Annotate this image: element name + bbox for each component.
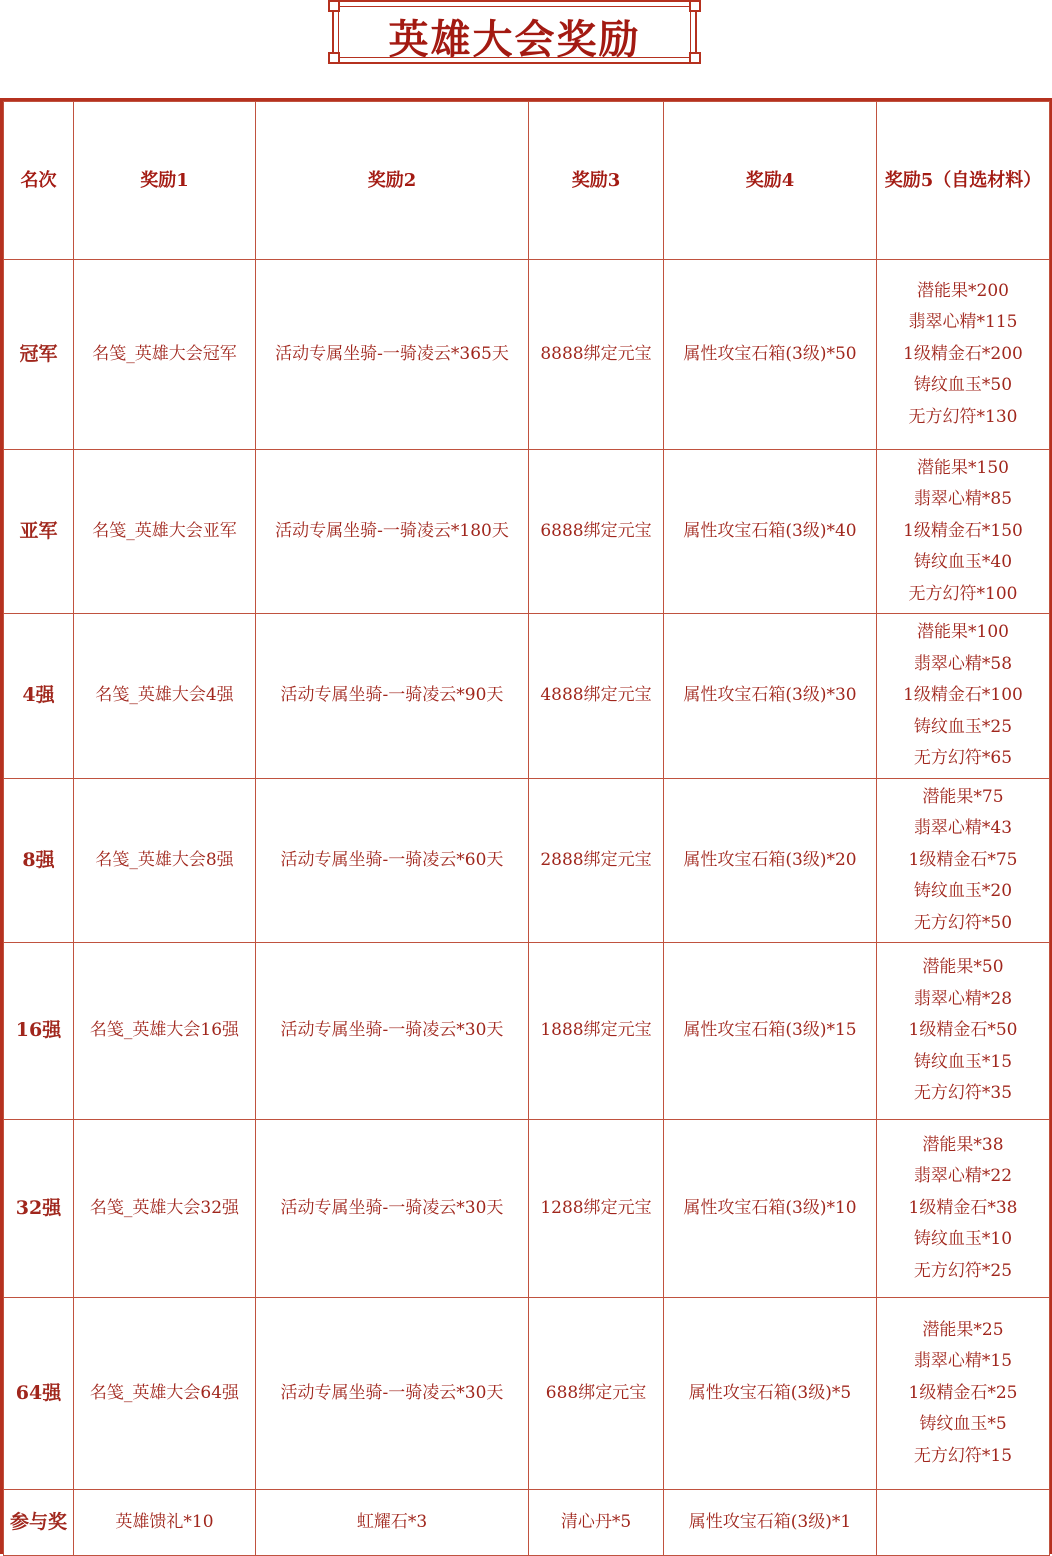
material-item: 无方幻符*65 xyxy=(913,748,1013,769)
material-item: 1级精金石*100 xyxy=(903,685,1023,706)
reward5-cell xyxy=(877,1298,1050,1490)
material-item: 翡翠心精*58 xyxy=(913,653,1013,674)
column-header: 奖励5（自选材料） xyxy=(877,102,1050,260)
material-item: 1级精金石*38 xyxy=(908,1197,1018,1218)
table-row xyxy=(4,614,1050,779)
reward3-cell: 1888绑定元宝 xyxy=(529,943,664,1120)
rank-cell: 16强 xyxy=(4,943,74,1120)
reward4-cell: 属性攻宝石箱(3级)*40 xyxy=(664,450,877,614)
material-item: 无方幻符*100 xyxy=(908,583,1018,604)
reward2-cell: 活动专属坐骑-一骑凌云*30天 xyxy=(256,943,529,1120)
material-item: 铸纹血玉*50 xyxy=(913,375,1013,396)
reward1-cell: 名笺_英雄大会4强 xyxy=(74,614,256,779)
material-item: 1级精金石*25 xyxy=(908,1382,1018,1403)
table-row xyxy=(4,260,1050,450)
column-header: 名次 xyxy=(4,102,74,260)
material-item: 无方幻符*130 xyxy=(908,406,1018,427)
reward-table xyxy=(3,101,1050,1556)
material-item: 潜能果*75 xyxy=(922,786,1004,807)
reward1-cell: 名笺_英雄大会冠军 xyxy=(74,260,256,450)
reward4-cell: 属性攻宝石箱(3级)*30 xyxy=(664,614,877,779)
material-item: 潜能果*38 xyxy=(922,1134,1004,1155)
reward3-cell: 1288绑定元宝 xyxy=(529,1120,664,1298)
table-row xyxy=(4,1120,1050,1298)
material-item: 铸纹血玉*20 xyxy=(913,881,1013,902)
rank-cell: 64强 xyxy=(4,1298,74,1490)
reward3-cell: 清心丹*5 xyxy=(529,1490,664,1556)
rank-cell: 32强 xyxy=(4,1120,74,1298)
reward2-cell: 活动专属坐骑-一骑凌云*180天 xyxy=(256,450,529,614)
material-item: 翡翠心精*22 xyxy=(913,1166,1013,1187)
material-item: 无方幻符*15 xyxy=(913,1445,1013,1466)
column-header: 奖励4 xyxy=(664,102,877,260)
reward4-cell: 属性攻宝石箱(3级)*1 xyxy=(664,1490,877,1556)
material-item: 翡翠心精*43 xyxy=(913,818,1013,839)
reward5-cell xyxy=(877,614,1050,779)
material-item: 无方幻符*35 xyxy=(913,1083,1013,1104)
reward4-cell: 属性攻宝石箱(3级)*5 xyxy=(664,1298,877,1490)
reward3-cell: 4888绑定元宝 xyxy=(529,614,664,779)
reward5-cell xyxy=(877,1490,1050,1556)
material-item: 铸纹血玉*5 xyxy=(919,1414,1007,1435)
material-item: 铸纹血玉*40 xyxy=(913,552,1013,573)
material-item: 潜能果*150 xyxy=(917,457,1009,478)
reward5-cell xyxy=(877,450,1050,614)
reward1-cell: 名笺_英雄大会亚军 xyxy=(74,450,256,614)
reward1-cell: 英雄馈礼*10 xyxy=(74,1490,256,1556)
reward3-cell: 2888绑定元宝 xyxy=(529,779,664,943)
reward5-cell xyxy=(877,1120,1050,1298)
material-item: 翡翠心精*15 xyxy=(913,1351,1013,1372)
column-header: 奖励2 xyxy=(256,102,529,260)
reward4-cell: 属性攻宝石箱(3级)*20 xyxy=(664,779,877,943)
reward5-cell xyxy=(877,943,1050,1120)
page-title: 英雄大会奖励 xyxy=(388,16,641,63)
material-item: 1级精金石*75 xyxy=(908,849,1018,870)
reward1-cell: 名笺_英雄大会32强 xyxy=(74,1120,256,1298)
reward3-cell: 8888绑定元宝 xyxy=(529,260,664,450)
reward2-cell: 活动专属坐骑-一骑凌云*60天 xyxy=(256,779,529,943)
table-row xyxy=(4,943,1050,1120)
title-banner xyxy=(332,0,697,64)
column-header: 奖励3 xyxy=(529,102,664,260)
reward4-cell: 属性攻宝石箱(3级)*15 xyxy=(664,943,877,1120)
material-item: 无方幻符*50 xyxy=(913,912,1013,933)
reward1-cell: 名笺_英雄大会64强 xyxy=(74,1298,256,1490)
reward3-cell: 688绑定元宝 xyxy=(529,1298,664,1490)
reward1-cell: 名笺_英雄大会16强 xyxy=(74,943,256,1120)
reward4-cell: 属性攻宝石箱(3级)*50 xyxy=(664,260,877,450)
rank-cell: 4强 xyxy=(4,614,74,779)
column-header: 奖励1 xyxy=(74,102,256,260)
reward2-cell: 虹耀石*3 xyxy=(256,1490,529,1556)
material-item: 翡翠心精*28 xyxy=(913,988,1013,1009)
material-item: 潜能果*50 xyxy=(922,957,1004,978)
reward-table-frame xyxy=(0,98,1052,1554)
material-item: 铸纹血玉*25 xyxy=(913,716,1013,737)
material-item: 潜能果*25 xyxy=(922,1319,1004,1340)
reward1-cell: 名笺_英雄大会8强 xyxy=(74,779,256,943)
material-item: 潜能果*200 xyxy=(917,280,1009,301)
material-item: 翡翠心精*85 xyxy=(913,489,1013,510)
material-item: 潜能果*100 xyxy=(917,622,1009,643)
reward4-cell: 属性攻宝石箱(3级)*10 xyxy=(664,1120,877,1298)
rank-cell: 8强 xyxy=(4,779,74,943)
reward5-cell xyxy=(877,779,1050,943)
table-row xyxy=(4,1298,1050,1490)
material-item: 1级精金石*150 xyxy=(903,520,1023,541)
material-item: 1级精金石*50 xyxy=(908,1020,1018,1041)
rank-cell: 参与奖 xyxy=(4,1490,74,1556)
reward2-cell: 活动专属坐骑-一骑凌云*30天 xyxy=(256,1298,529,1490)
material-item: 铸纹血玉*15 xyxy=(913,1051,1013,1072)
material-item: 无方幻符*25 xyxy=(913,1260,1013,1281)
participation-row xyxy=(4,1490,1050,1556)
table-header-row xyxy=(4,102,1050,260)
reward2-cell: 活动专属坐骑-一骑凌云*365天 xyxy=(256,260,529,450)
reward3-cell: 6888绑定元宝 xyxy=(529,450,664,614)
reward5-cell xyxy=(877,260,1050,450)
material-item: 铸纹血玉*10 xyxy=(913,1229,1013,1250)
reward2-cell: 活动专属坐骑-一骑凌云*30天 xyxy=(256,1120,529,1298)
rank-cell: 冠军 xyxy=(4,260,74,450)
table-row xyxy=(4,450,1050,614)
table-row xyxy=(4,779,1050,943)
material-item: 翡翠心精*115 xyxy=(908,312,1018,333)
reward2-cell: 活动专属坐骑-一骑凌云*90天 xyxy=(256,614,529,779)
rank-cell: 亚军 xyxy=(4,450,74,614)
material-item: 1级精金石*200 xyxy=(903,343,1023,364)
